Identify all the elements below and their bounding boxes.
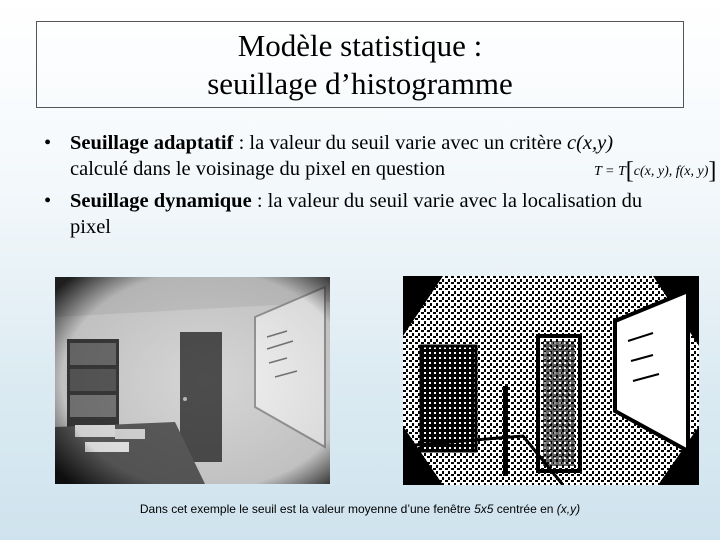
caption-text2: centrée en bbox=[493, 502, 557, 516]
formula-open-bracket: [ bbox=[625, 158, 634, 184]
bullet-adaptive-text2: calculé dans le voisinage du pixel en question bbox=[70, 158, 446, 180]
slide-title-line1: Modèle statistique : bbox=[237, 27, 483, 63]
caption-coords: (x,y) bbox=[556, 502, 581, 516]
figure-caption bbox=[0, 502, 720, 516]
caption-window-size: 5x5 bbox=[474, 502, 494, 516]
slide-title-line2: seuillage d’histogramme bbox=[207, 65, 513, 101]
bullet-list bbox=[44, 130, 674, 246]
bullet-dynamic-text: : la valeur du seuil varie avec la localisation du pixel bbox=[70, 190, 643, 238]
thresholded-image-drawing bbox=[403, 276, 699, 485]
bullet-dynamic bbox=[44, 188, 674, 240]
slide-title-box bbox=[36, 21, 684, 108]
bullet-adaptive-term: Seuillage adaptatif bbox=[70, 132, 234, 154]
bullet-marker: • bbox=[44, 132, 52, 154]
bullet-dynamic-term: Seuillage dynamique bbox=[70, 190, 252, 212]
office-photo-drawing bbox=[55, 277, 330, 484]
threshold-formula bbox=[594, 158, 716, 185]
bullet-marker: • bbox=[44, 190, 52, 212]
thresholded-image bbox=[403, 276, 699, 485]
formula-args: c(x, y), f(x, y) bbox=[633, 164, 709, 179]
bullet-adaptive bbox=[44, 130, 674, 182]
bullet-adaptive-text: : la valeur du seuil varie avec un critère bbox=[233, 132, 567, 154]
office-photo bbox=[55, 277, 330, 484]
caption-text1: Dans cet exemple le seuil est la valeur moyenne d’une fenêtre bbox=[139, 502, 475, 516]
bullet-adaptive-criterion: c(x,y) bbox=[567, 132, 614, 154]
formula-close-bracket: ] bbox=[708, 158, 717, 184]
formula-lhs: T = T bbox=[594, 164, 626, 179]
